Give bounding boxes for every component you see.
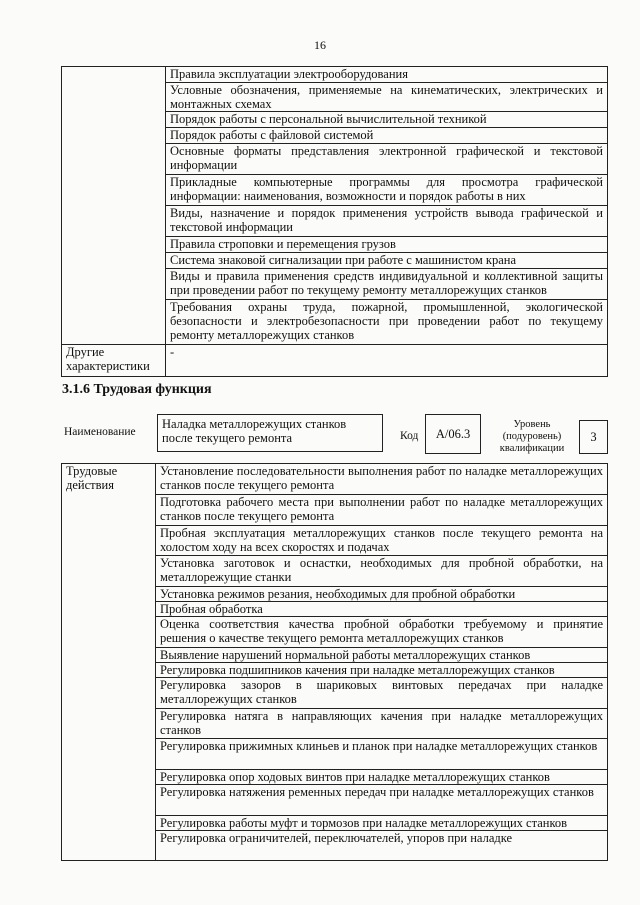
action-item: Регулировка прижимных клиньев и планок при наладке металлорежущих станков [156,739,608,770]
code-label: Код [400,430,419,442]
knowledge-item: Система знаковой сигнализации при работе с машинистом крана [166,253,608,269]
actions-table [61,463,608,861]
action-item: Регулировка зазоров в шариковых винтовых передачах при наладке металлорежущих станков [156,678,608,709]
knowledge-item: Правила эксплуатации электрооборудования [166,67,608,83]
knowledge-table [61,66,608,377]
other-characteristics-label: Другие характеристики [62,345,166,377]
other-characteristics-value: - [166,345,608,377]
knowledge-label-cell [62,67,166,345]
action-item: Подготовка рабочего места при выполнении работ по наладке металлорежущих станков после текущего ремонта [156,495,608,526]
page-number: 16 [314,38,326,52]
knowledge-item: Виды и правила применения средств индивидуальной и коллективной защиты при проведении работ по текущему ремонту металлорежущих станков [166,269,608,300]
knowledge-item: Виды, назначение и порядок применения устройств вывода графической и текстовой информации [166,206,608,237]
knowledge-item: Прикладные компьютерные программы для просмотра графической информации: наименования, возможности и порядок работы в них [166,175,608,206]
knowledge-item: Порядок работы с файловой системой [166,128,608,144]
knowledge-item: Условные обозначения, применяемые на кинематических, электрических и монтажных схемах [166,83,608,112]
action-item: Пробная обработка [156,602,608,617]
name-label: Наименование [64,426,136,438]
section-title: 3.1.6 Трудовая функция [62,382,212,397]
action-item: Регулировка натяга в направляющих качения при наладке металлорежущих станков [156,709,608,739]
action-item: Выявление нарушений нормальной работы металлорежущих станков [156,648,608,663]
action-item: Регулировка натяжения ременных передач при наладке металлорежущих станков [156,785,608,816]
knowledge-item: Основные форматы представления электронной графической и текстовой информации [166,144,608,175]
action-item: Установка заготовок и оснастки, необходимых для пробной обработки, на металлорежущие станки [156,556,608,587]
action-item: Регулировка ограничителей, переключателей, упоров при наладке [156,831,608,861]
knowledge-item: Порядок работы с персональной вычислительной техникой [166,112,608,128]
actions-label: Трудовые действия [62,464,156,861]
level-box: 3 [579,420,608,454]
knowledge-item: Требования охраны труда, пожарной, промышленной, экологической безопасности и электробезопасности при проведении работ по текущему ремонту металлорежущих станков [166,300,608,345]
action-item: Установление последовательности выполнения работ по наладке металлорежущих станков после текущего ремонта [156,464,608,495]
action-item: Регулировка работы муфт и тормозов при наладке металлорежущих станков [156,816,608,831]
function-name-box: Наладка металлорежущих станков после текущего ремонта [157,414,383,452]
action-item: Установка режимов резания, необходимых для пробной обработки [156,587,608,602]
level-label: Уровень (подуровень) квалификации [499,419,565,454]
knowledge-item: Правила строповки и перемещения грузов [166,237,608,253]
code-box: А/06.3 [425,414,481,454]
action-item: Регулировка подшипников качения при наладке металлорежущих станков [156,663,608,678]
action-item: Пробная эксплуатация металлорежущих станков после текущего ремонта на холостом ходу на всех скоростях и подачах [156,526,608,556]
action-item: Регулировка опор ходовых винтов при наладке металлорежущих станков [156,770,608,785]
action-item: Оценка соответствия качества пробной обработки требуемому и принятие решения о качестве текущего ремонта металлорежущих станков [156,617,608,648]
